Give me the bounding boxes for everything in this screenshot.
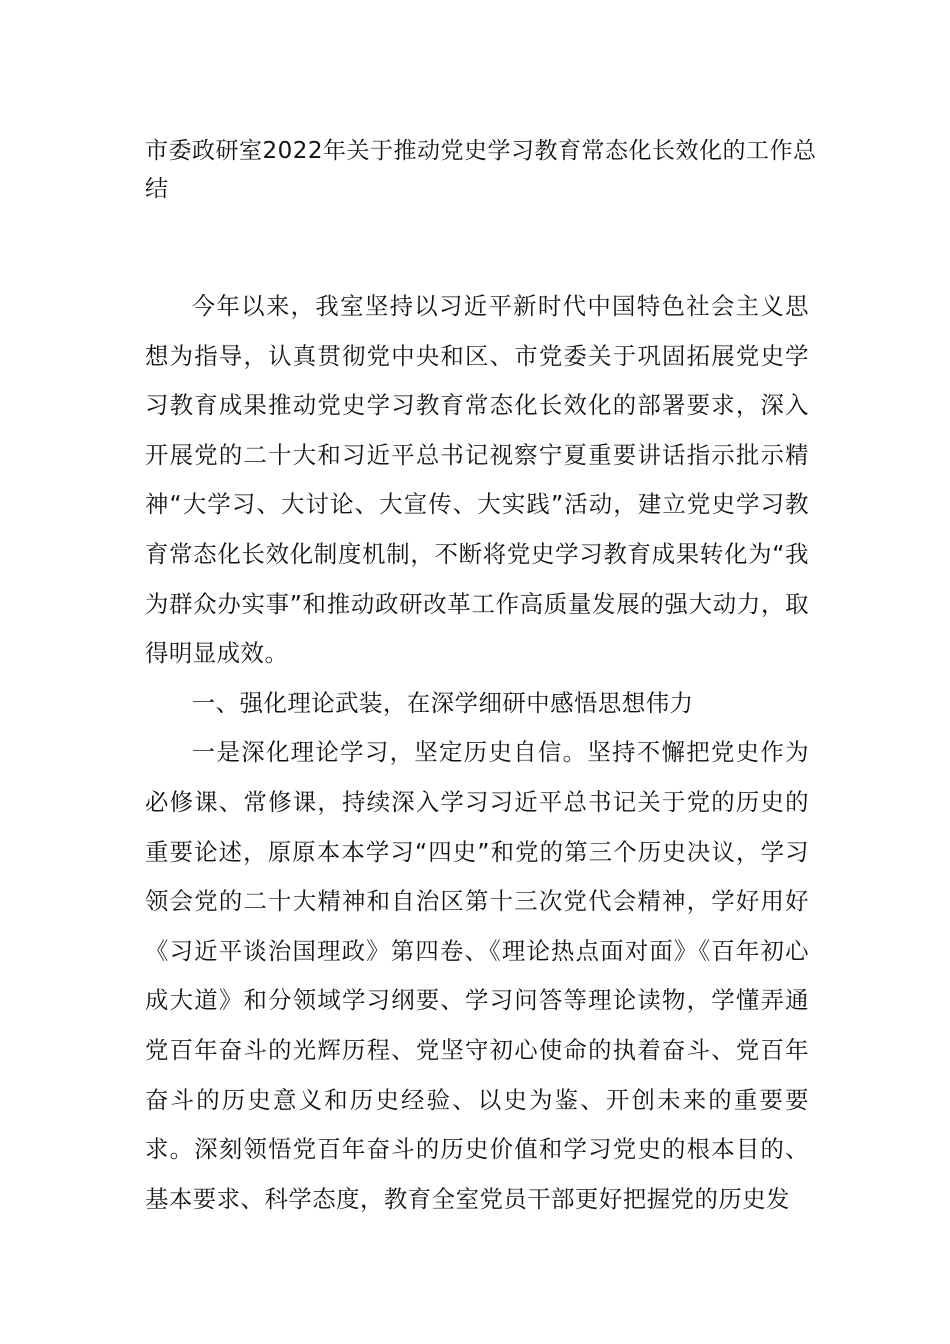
- section-heading: 一、强化理论武装，在深学细研中感悟思想伟力: [191, 688, 694, 717]
- document-body: [145, 282, 809, 1224]
- document-title: 市委政研室2022年关于推动党史学习教育常态化长效化的工作总结: [145, 138, 817, 202]
- intro-paragraph: 今年以来，我室坚持以习近平新时代中国特色社会主义思想为指导，认真贯彻党中央和区、市党委关于巩固拓展党史学习教育成果推动党史学习教育常态化长效化的部署要求，深入开展党的二十大和习近平总书记视察宁夏重要讲话指示批示精神“大学习、大讨论、大宣传、大实践”活动，建立党史学习教育常态化长效化制度机制，不断将党史学习教育成果转化为“我为群众办实事”和推动政研改革工作高质量发展的强大动力，取得明显成效。: [145, 292, 809, 668]
- body-paragraph: 一是深化理论学习，坚定历史自信。坚持不懈把党史作为必修课、常修课，持续深入学习习近平总书记关于党的历史的重要论述，原原本本学习“四史”和党的第三个历史决议，学习领会党的二十大精神和自治区第十三次党代会精神，学好用好《习近平谈治国理政》第四卷、《理论热点面对面》《百年初心成大道》和分领域学习纲要、学习问答等理论读物，学懂弄通党百年奋斗的光辉历程、党坚守初心使命的执着奋斗、党百年奋斗的历史意义和历史经验、以史为鉴、开创未来的重要要求。深刻领悟党百年奋斗的历史价值和学习党史的根本目的、基本要求、科学态度，教育全室党员干部更好把握党的历史发: [145, 738, 809, 1213]
